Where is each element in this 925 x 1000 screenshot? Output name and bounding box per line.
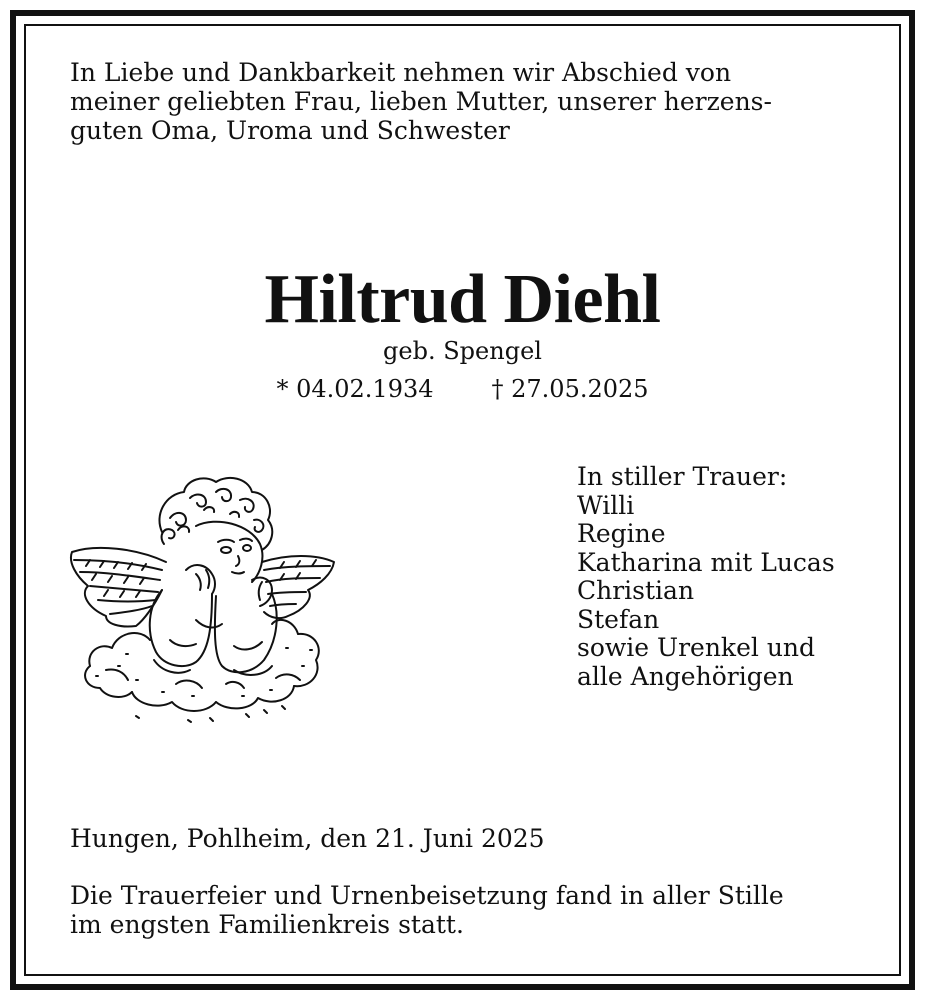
funeral-notice	[70, 881, 870, 939]
intro-line-2: meiner geliebten Frau, lieben Mutter, unserer herzens-	[70, 87, 772, 116]
notice-line-2: im engsten Familienkreis statt.	[70, 910, 464, 939]
mourner-name: Katharina mit Lucas	[577, 547, 835, 577]
mourners-block	[577, 463, 877, 691]
mourner-name: alle Angehörigen	[577, 661, 794, 691]
birth-date: * 04.02.1934	[276, 375, 434, 403]
mourner-name: sowie Urenkel und	[577, 633, 816, 662]
intro-line-1: In Liebe und Dankbarkeit nehmen wir Abschied von	[70, 58, 732, 87]
mourners-heading: In stiller Trauer:	[577, 462, 788, 491]
mourner-name: Regine	[577, 519, 666, 548]
death-date: † 27.05.2025	[491, 375, 649, 403]
mourner-name: Christian	[577, 576, 695, 605]
life-dates	[0, 374, 925, 404]
intro-text	[70, 58, 860, 145]
place-and-date: Hungen, Pohlheim, den 21. Juni 2025	[70, 824, 545, 853]
mourner-name: Stefan	[577, 604, 660, 634]
mourner-name: Willi	[577, 490, 635, 520]
angel-cherub-icon	[66, 470, 338, 725]
deceased-name: Hiltrud Diehl	[264, 261, 661, 338]
notice-line-1: Die Trauerfeier und Urnenbeisetzung fand in aller Stille	[70, 881, 784, 910]
intro-line-3: guten Oma, Uroma und Schwester	[70, 116, 510, 145]
maiden-name: geb. Spengel	[383, 337, 542, 365]
